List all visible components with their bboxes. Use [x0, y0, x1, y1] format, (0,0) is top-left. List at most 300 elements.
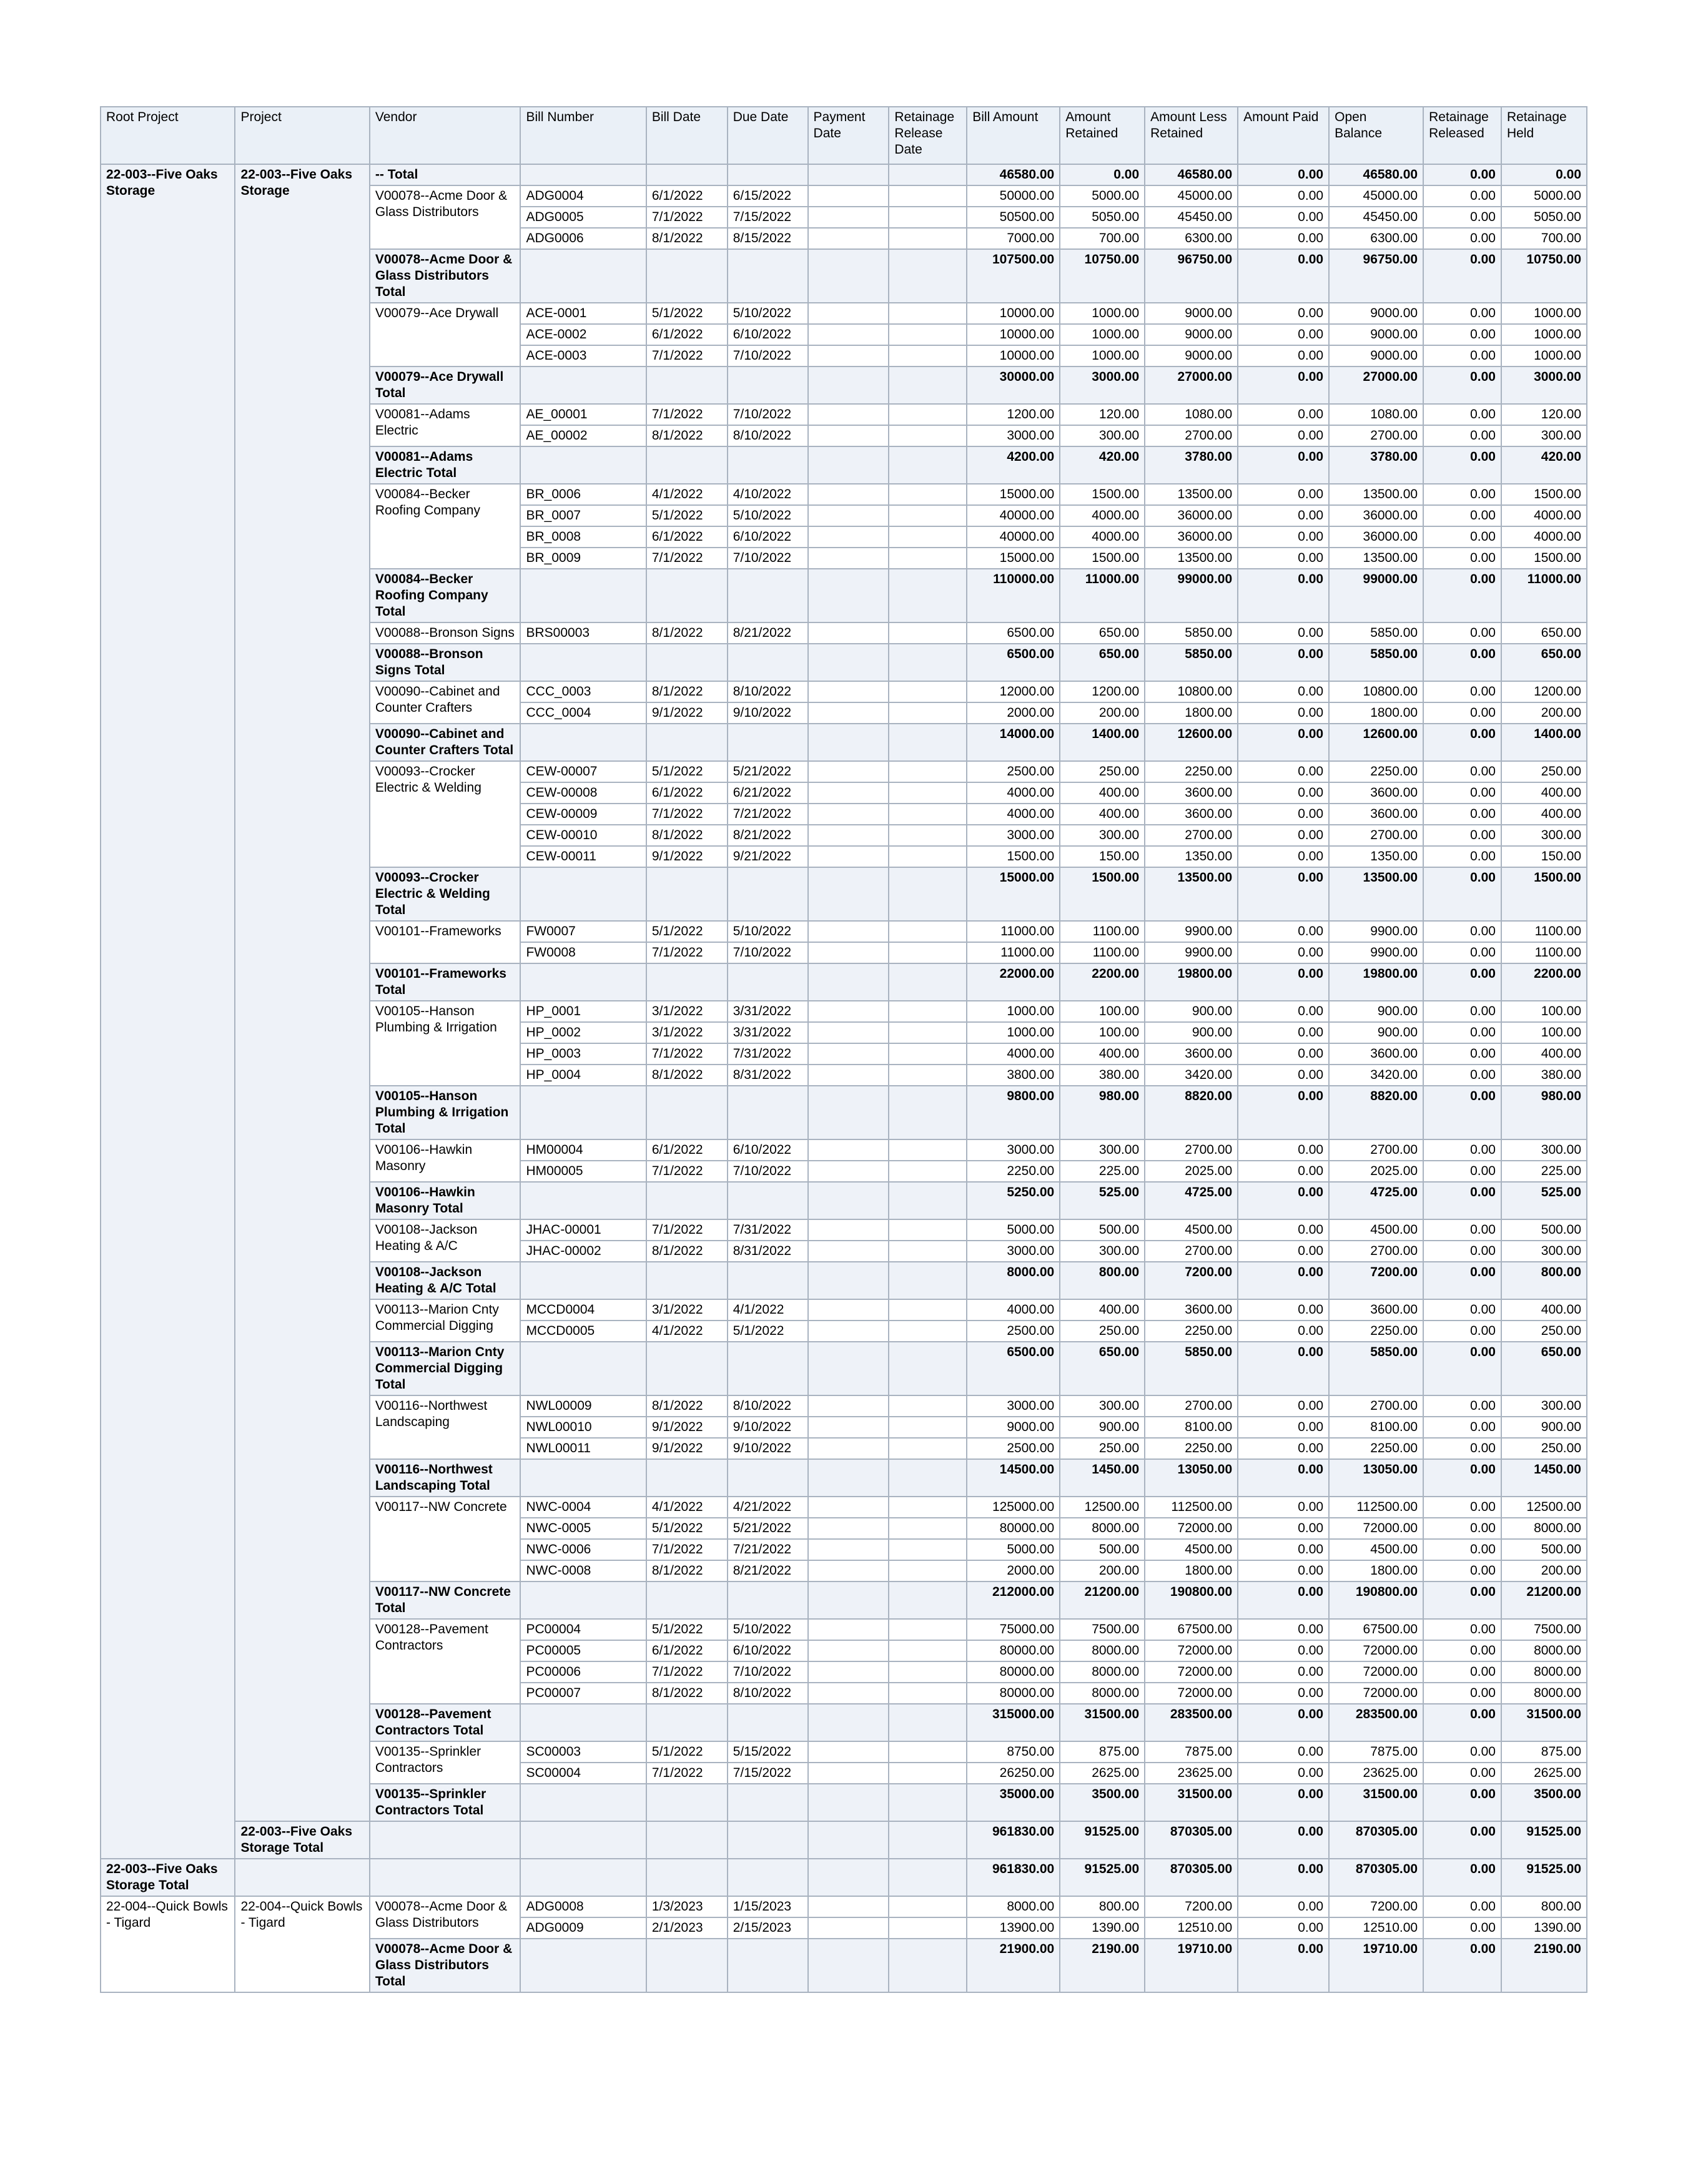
amount-cell: 0.00: [1423, 1001, 1501, 1022]
total-amount-cell: 13500.00: [1145, 867, 1238, 921]
amount-cell: 225.00: [1501, 1161, 1587, 1182]
bill-field-cell: 8/21/2022: [728, 1560, 808, 1581]
vendor-total-label: -- Total: [370, 164, 521, 185]
amount-cell: 3000.00: [967, 1241, 1060, 1262]
bill-field-cell: FW0007: [520, 921, 646, 942]
empty-cell: [646, 1459, 728, 1497]
bill-field-cell: [889, 1219, 967, 1241]
bill-field-cell: [889, 425, 967, 446]
empty-cell: [728, 963, 808, 1001]
empty-cell: [646, 1342, 728, 1395]
amount-cell: 0.00: [1238, 1438, 1329, 1459]
bill-field-cell: [889, 1518, 967, 1539]
bill-field-cell: [889, 921, 967, 942]
amount-cell: 8000.00: [967, 1896, 1060, 1917]
empty-cell: [808, 1459, 889, 1497]
total-amount-cell: 0.00: [1238, 1704, 1329, 1741]
amount-cell: 9900.00: [1145, 921, 1238, 942]
bill-field-cell: 6/1/2022: [646, 324, 728, 345]
amount-cell: 1800.00: [1329, 1560, 1423, 1581]
amount-cell: 0.00: [1423, 548, 1501, 569]
amount-cell: 8000.00: [1501, 1518, 1587, 1539]
total-amount-cell: 0.00: [1423, 1939, 1501, 1992]
empty-cell: [889, 164, 967, 185]
amount-cell: 0.00: [1423, 324, 1501, 345]
total-amount-cell: 961830.00: [967, 1821, 1060, 1859]
bill-field-cell: 6/10/2022: [728, 526, 808, 548]
empty-cell: [646, 1581, 728, 1619]
amount-cell: 12500.00: [1501, 1497, 1587, 1518]
bill-field-cell: JHAC-00001: [520, 1219, 646, 1241]
total-amount-cell: 14500.00: [967, 1459, 1060, 1497]
total-amount-cell: 1400.00: [1060, 724, 1145, 761]
total-amount-cell: 8000.00: [967, 1262, 1060, 1299]
empty-cell: [889, 249, 967, 303]
bill-field-cell: [889, 846, 967, 867]
amount-cell: 80000.00: [967, 1683, 1060, 1704]
empty-cell: [646, 1939, 728, 1992]
empty-cell: [646, 1182, 728, 1219]
total-amount-cell: 0.00: [1238, 164, 1329, 185]
amount-cell: 0.00: [1238, 1917, 1329, 1939]
bill-field-cell: 7/1/2022: [646, 548, 728, 569]
bill-field-cell: NWC-0005: [520, 1518, 646, 1539]
vendor-total-label: V00101--Frameworks Total: [370, 963, 521, 1001]
amount-cell: 5000.00: [1501, 185, 1587, 207]
bill-field-cell: PC00004: [520, 1619, 646, 1640]
empty-cell: [520, 867, 646, 921]
amount-cell: 2500.00: [967, 1321, 1060, 1342]
amount-cell: 7875.00: [1145, 1741, 1238, 1763]
bill-field-cell: 9/1/2022: [646, 1438, 728, 1459]
bill-field-cell: 8/15/2022: [728, 228, 808, 249]
amount-cell: 0.00: [1423, 1219, 1501, 1241]
amount-cell: 6300.00: [1145, 228, 1238, 249]
bill-field-cell: [889, 526, 967, 548]
bill-field-cell: 8/10/2022: [728, 1395, 808, 1417]
total-amount-cell: 0.00: [1501, 164, 1587, 185]
amount-cell: 10000.00: [967, 324, 1060, 345]
bill-field-cell: 5/1/2022: [646, 1619, 728, 1640]
amount-cell: 300.00: [1060, 825, 1145, 846]
amount-cell: 500.00: [1501, 1219, 1587, 1241]
bill-field-cell: 2/1/2023: [646, 1917, 728, 1939]
bill-field-cell: NWC-0008: [520, 1560, 646, 1581]
bill-field-cell: CEW-00010: [520, 825, 646, 846]
total-amount-cell: 0.00: [1238, 1459, 1329, 1497]
bill-field-cell: 7/15/2022: [728, 1763, 808, 1784]
amount-cell: 8000.00: [1060, 1640, 1145, 1661]
vendor-total-label: V00084--Becker Roofing Company Total: [370, 569, 521, 622]
amount-cell: 1500.00: [1060, 484, 1145, 505]
amount-cell: 0.00: [1423, 1619, 1501, 1640]
total-amount-cell: 980.00: [1501, 1086, 1587, 1139]
amount-cell: 2250.00: [1145, 761, 1238, 782]
bill-field-cell: 7/1/2022: [646, 345, 728, 366]
empty-cell: [646, 1086, 728, 1139]
amount-cell: 72000.00: [1145, 1683, 1238, 1704]
amount-cell: 250.00: [1501, 1438, 1587, 1459]
amount-cell: 0.00: [1238, 345, 1329, 366]
amount-cell: 2000.00: [967, 702, 1060, 724]
empty-cell: [889, 867, 967, 921]
amount-cell: 0.00: [1238, 1661, 1329, 1683]
amount-cell: 1000.00: [967, 1001, 1060, 1022]
amount-cell: 2700.00: [1145, 425, 1238, 446]
empty-cell: [520, 963, 646, 1001]
vendor-bills-report-table: [100, 106, 1587, 1993]
vendor-total-label: V00128--Pavement Contractors Total: [370, 1704, 521, 1741]
amount-cell: 2250.00: [1145, 1321, 1238, 1342]
amount-cell: 1200.00: [1060, 681, 1145, 702]
amount-cell: 1000.00: [1060, 324, 1145, 345]
empty-cell: [808, 366, 889, 404]
amount-cell: 300.00: [1501, 425, 1587, 446]
bill-field-cell: [808, 1161, 889, 1182]
amount-cell: 0.00: [1423, 761, 1501, 782]
amount-cell: 0.00: [1238, 1241, 1329, 1262]
total-amount-cell: 420.00: [1060, 446, 1145, 484]
empty-cell: [646, 366, 728, 404]
total-amount-cell: 0.00: [1238, 249, 1329, 303]
bill-field-cell: CEW-00009: [520, 804, 646, 825]
empty-cell: [728, 1581, 808, 1619]
amount-cell: 3000.00: [967, 825, 1060, 846]
amount-cell: 2500.00: [967, 1438, 1060, 1459]
total-amount-cell: 12600.00: [1329, 724, 1423, 761]
empty-cell: [646, 963, 728, 1001]
bill-field-cell: 7/10/2022: [728, 1661, 808, 1683]
bill-field-cell: 9/21/2022: [728, 846, 808, 867]
bill-field-cell: [808, 681, 889, 702]
amount-cell: 100.00: [1060, 1001, 1145, 1022]
amount-cell: 72000.00: [1329, 1683, 1423, 1704]
amount-cell: 0.00: [1238, 1161, 1329, 1182]
empty-cell: [520, 1342, 646, 1395]
amount-cell: 200.00: [1060, 702, 1145, 724]
total-amount-cell: 0.00: [1060, 164, 1145, 185]
amount-cell: 1500.00: [1501, 484, 1587, 505]
empty-cell: [520, 644, 646, 681]
bill-field-cell: [889, 345, 967, 366]
bill-field-cell: [808, 548, 889, 569]
amount-cell: 23625.00: [1329, 1763, 1423, 1784]
bill-field-cell: [889, 804, 967, 825]
amount-cell: 400.00: [1060, 782, 1145, 804]
amount-cell: 4500.00: [1329, 1539, 1423, 1560]
bill-field-cell: [808, 1560, 889, 1581]
total-amount-cell: 11000.00: [1060, 569, 1145, 622]
amount-cell: 1080.00: [1329, 404, 1423, 425]
empty-cell: [808, 1859, 889, 1896]
bill-field-cell: [808, 1321, 889, 1342]
vendor-total-label: V00088--Bronson Signs Total: [370, 644, 521, 681]
amount-cell: 2000.00: [967, 1560, 1060, 1581]
amount-cell: 45450.00: [1145, 207, 1238, 228]
total-amount-cell: 3780.00: [1145, 446, 1238, 484]
amount-cell: 1390.00: [1501, 1917, 1587, 1939]
bill-field-cell: 8/1/2022: [646, 1065, 728, 1086]
amount-cell: 900.00: [1060, 1417, 1145, 1438]
amount-cell: 3000.00: [967, 1395, 1060, 1417]
total-amount-cell: 800.00: [1060, 1262, 1145, 1299]
project-total-label: 22-003--Five Oaks Storage Total: [235, 1821, 369, 1859]
total-amount-cell: 96750.00: [1145, 249, 1238, 303]
bill-field-cell: 5/15/2022: [728, 1741, 808, 1763]
amount-cell: 23625.00: [1145, 1763, 1238, 1784]
bill-field-cell: 7/10/2022: [728, 404, 808, 425]
amount-cell: 0.00: [1238, 207, 1329, 228]
bill-field-cell: ADG0006: [520, 228, 646, 249]
bill-field-cell: MCCD0005: [520, 1321, 646, 1342]
empty-cell: [520, 1704, 646, 1741]
bill-field-cell: ADG0005: [520, 207, 646, 228]
amount-cell: 0.00: [1238, 1518, 1329, 1539]
amount-cell: 1100.00: [1060, 942, 1145, 963]
amount-cell: 72000.00: [1329, 1640, 1423, 1661]
amount-cell: 0.00: [1238, 1395, 1329, 1417]
bill-field-cell: 7/31/2022: [728, 1043, 808, 1065]
empty-cell: [889, 1342, 967, 1395]
amount-cell: 5000.00: [967, 1219, 1060, 1241]
total-amount-cell: 800.00: [1501, 1262, 1587, 1299]
total-amount-cell: 19800.00: [1145, 963, 1238, 1001]
bill-field-cell: 5/1/2022: [646, 921, 728, 942]
bill-field-cell: 9/1/2022: [646, 702, 728, 724]
empty-cell: [520, 1262, 646, 1299]
bill-field-cell: [889, 622, 967, 644]
bill-field-cell: [889, 681, 967, 702]
amount-cell: 12500.00: [1060, 1497, 1145, 1518]
bill-field-cell: NWC-0004: [520, 1497, 646, 1518]
total-amount-cell: 870305.00: [1145, 1859, 1238, 1896]
bill-field-cell: [808, 505, 889, 526]
vendor-cell: V00128--Pavement Contractors: [370, 1619, 521, 1704]
col-header-vendor: Vendor: [370, 107, 521, 164]
total-amount-cell: 107500.00: [967, 249, 1060, 303]
amount-cell: 0.00: [1423, 425, 1501, 446]
bill-field-cell: [889, 1022, 967, 1043]
amount-cell: 300.00: [1060, 1395, 1145, 1417]
amount-cell: 6500.00: [967, 622, 1060, 644]
bill-field-cell: ADG0004: [520, 185, 646, 207]
amount-cell: 0.00: [1238, 185, 1329, 207]
amount-cell: 0.00: [1423, 1896, 1501, 1917]
total-amount-cell: 15000.00: [967, 867, 1060, 921]
bill-field-cell: CEW-00008: [520, 782, 646, 804]
project-cell: 22-003--Five Oaks Storage: [235, 164, 369, 1821]
amount-cell: 5850.00: [1145, 622, 1238, 644]
empty-cell: [808, 1581, 889, 1619]
total-amount-cell: 31500.00: [1145, 1784, 1238, 1821]
bill-field-cell: ACE-0001: [520, 303, 646, 324]
total-amount-cell: 0.00: [1423, 1821, 1501, 1859]
bill-field-cell: 9/10/2022: [728, 702, 808, 724]
total-amount-cell: 14000.00: [967, 724, 1060, 761]
amount-cell: 650.00: [1060, 622, 1145, 644]
amount-cell: 45000.00: [1145, 185, 1238, 207]
empty-cell: [808, 1182, 889, 1219]
bill-field-cell: CCC_0003: [520, 681, 646, 702]
total-amount-cell: 0.00: [1238, 724, 1329, 761]
bill-field-cell: [808, 484, 889, 505]
vendor-total-label: V00078--Acme Door & Glass Distributors Total: [370, 249, 521, 303]
vendor-cell: V00116--Northwest Landscaping: [370, 1395, 521, 1459]
bill-field-cell: [889, 1640, 967, 1661]
amount-cell: 0.00: [1423, 1683, 1501, 1704]
empty-cell: [728, 164, 808, 185]
amount-cell: 72000.00: [1329, 1661, 1423, 1683]
total-amount-cell: 650.00: [1060, 1342, 1145, 1395]
amount-cell: 0.00: [1423, 1661, 1501, 1683]
amount-cell: 0.00: [1238, 1321, 1329, 1342]
bill-field-cell: [808, 804, 889, 825]
amount-cell: 0.00: [1238, 1001, 1329, 1022]
amount-cell: 900.00: [1501, 1417, 1587, 1438]
bill-field-cell: [889, 1417, 967, 1438]
bill-field-cell: [808, 303, 889, 324]
empty-cell: [520, 1086, 646, 1139]
empty-cell: [728, 867, 808, 921]
bill-field-cell: 3/1/2022: [646, 1299, 728, 1321]
total-amount-cell: 27000.00: [1329, 366, 1423, 404]
empty-cell: [646, 1262, 728, 1299]
amount-cell: 2700.00: [1329, 425, 1423, 446]
amount-cell: 4500.00: [1145, 1539, 1238, 1560]
col-header-root-project: Root Project: [101, 107, 235, 164]
amount-cell: 0.00: [1238, 782, 1329, 804]
bill-field-cell: [808, 1896, 889, 1917]
amount-cell: 4000.00: [1060, 505, 1145, 526]
amount-cell: 3000.00: [967, 425, 1060, 446]
total-amount-cell: 21200.00: [1060, 1581, 1145, 1619]
bill-field-cell: 8/31/2022: [728, 1065, 808, 1086]
amount-cell: 13500.00: [1145, 484, 1238, 505]
total-amount-cell: 0.00: [1423, 1086, 1501, 1139]
bill-field-cell: NWC-0006: [520, 1539, 646, 1560]
amount-cell: 900.00: [1145, 1022, 1238, 1043]
amount-cell: 300.00: [1501, 825, 1587, 846]
amount-cell: 0.00: [1423, 1065, 1501, 1086]
bill-field-cell: [808, 1065, 889, 1086]
bill-field-cell: 3/1/2022: [646, 1001, 728, 1022]
total-amount-cell: 315000.00: [967, 1704, 1060, 1741]
bill-field-cell: [889, 1438, 967, 1459]
amount-cell: 700.00: [1060, 228, 1145, 249]
total-amount-cell: 190800.00: [1145, 1581, 1238, 1619]
empty-cell: [728, 446, 808, 484]
amount-cell: 1000.00: [1060, 303, 1145, 324]
total-amount-cell: 5850.00: [1145, 644, 1238, 681]
bill-field-cell: CEW-00011: [520, 846, 646, 867]
amount-cell: 100.00: [1501, 1001, 1587, 1022]
total-amount-cell: 283500.00: [1329, 1704, 1423, 1741]
bill-field-cell: 6/1/2022: [646, 526, 728, 548]
amount-cell: 40000.00: [967, 526, 1060, 548]
empty-cell: [728, 1342, 808, 1395]
empty-cell: [728, 1859, 808, 1896]
amount-cell: 3600.00: [1145, 1299, 1238, 1321]
bill-field-cell: [889, 1161, 967, 1182]
bill-field-cell: 8/31/2022: [728, 1241, 808, 1262]
empty-cell: [728, 1086, 808, 1139]
bill-field-cell: 3/31/2022: [728, 1001, 808, 1022]
bill-field-cell: 5/21/2022: [728, 761, 808, 782]
bill-field-cell: [889, 1741, 967, 1763]
amount-cell: 2250.00: [1329, 1321, 1423, 1342]
total-amount-cell: 0.00: [1238, 446, 1329, 484]
amount-cell: 0.00: [1423, 1518, 1501, 1539]
root-project-cell: 22-003--Five Oaks Storage: [101, 164, 235, 1859]
amount-cell: 10800.00: [1145, 681, 1238, 702]
amount-cell: 0.00: [1423, 1395, 1501, 1417]
amount-cell: 0.00: [1423, 1299, 1501, 1321]
amount-cell: 1080.00: [1145, 404, 1238, 425]
total-amount-cell: 91525.00: [1060, 1859, 1145, 1896]
total-amount-cell: 4725.00: [1329, 1182, 1423, 1219]
amount-cell: 400.00: [1501, 1043, 1587, 1065]
empty-cell: [889, 1859, 967, 1896]
bill-field-cell: 1/3/2023: [646, 1896, 728, 1917]
empty-cell: [646, 867, 728, 921]
amount-cell: 0.00: [1238, 1299, 1329, 1321]
amount-cell: 4000.00: [1501, 505, 1587, 526]
amount-cell: 0.00: [1423, 921, 1501, 942]
amount-cell: 72000.00: [1145, 1518, 1238, 1539]
empty-cell: [520, 1459, 646, 1497]
bill-field-cell: 8/1/2022: [646, 681, 728, 702]
amount-cell: 75000.00: [967, 1619, 1060, 1640]
total-amount-cell: 13500.00: [1329, 867, 1423, 921]
bill-field-cell: [889, 825, 967, 846]
vendor-cell: V00084--Becker Roofing Company: [370, 484, 521, 569]
amount-cell: 3420.00: [1329, 1065, 1423, 1086]
amount-cell: 5050.00: [1501, 207, 1587, 228]
total-amount-cell: 9800.00: [967, 1086, 1060, 1139]
amount-cell: 9000.00: [1329, 303, 1423, 324]
amount-cell: 0.00: [1238, 484, 1329, 505]
amount-cell: 4000.00: [1060, 526, 1145, 548]
amount-cell: 13500.00: [1145, 548, 1238, 569]
total-amount-cell: 0.00: [1238, 867, 1329, 921]
amount-cell: 36000.00: [1145, 526, 1238, 548]
bill-field-cell: 6/15/2022: [728, 185, 808, 207]
bill-field-cell: 8/10/2022: [728, 1683, 808, 1704]
amount-cell: 300.00: [1060, 1139, 1145, 1161]
amount-cell: 0.00: [1423, 404, 1501, 425]
amount-cell: 0.00: [1423, 1560, 1501, 1581]
total-amount-cell: 1500.00: [1060, 867, 1145, 921]
bill-field-cell: PC00007: [520, 1683, 646, 1704]
amount-cell: 0.00: [1238, 425, 1329, 446]
amount-cell: 1000.00: [1501, 324, 1587, 345]
empty-cell: [728, 1784, 808, 1821]
amount-cell: 12510.00: [1145, 1917, 1238, 1939]
bill-field-cell: BR_0008: [520, 526, 646, 548]
amount-cell: 0.00: [1238, 324, 1329, 345]
amount-cell: 875.00: [1060, 1741, 1145, 1763]
col-header-payment-date: Payment Date: [808, 107, 889, 164]
bill-field-cell: HP_0001: [520, 1001, 646, 1022]
amount-cell: 0.00: [1423, 681, 1501, 702]
bill-field-cell: 8/1/2022: [646, 228, 728, 249]
bill-field-cell: ACE-0003: [520, 345, 646, 366]
empty-cell: [889, 724, 967, 761]
amount-cell: 0.00: [1238, 1139, 1329, 1161]
bill-field-cell: [889, 185, 967, 207]
vendor-total-label: V00079--Ace Drywall Total: [370, 366, 521, 404]
total-amount-cell: 0.00: [1423, 164, 1501, 185]
